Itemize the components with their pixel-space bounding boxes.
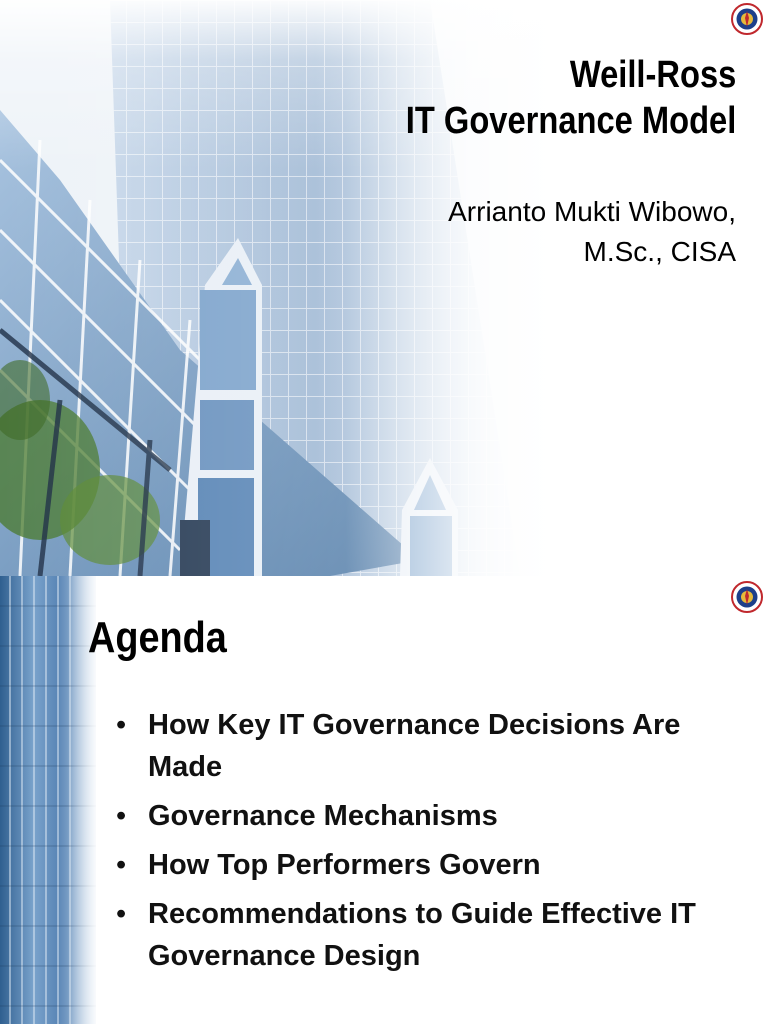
university-seal-icon [730,580,764,614]
agenda-item: • Recommendations to Guide Effective IT Governance Design [116,893,736,977]
title-line-2: IT Governance Model [405,100,736,142]
agenda-item: • How Top Performers Govern [116,844,736,886]
agenda-item: • Governance Mechanisms [116,795,736,837]
author-credentials: M.Sc., CISA [583,236,736,267]
university-seal-icon [730,2,764,36]
tower-sidebar-image [0,576,96,1024]
author-name: Arrianto Mukti Wibowo, [448,196,736,227]
agenda-item: • How Key IT Governance Decisions Are Made [116,704,736,788]
agenda-heading: Agenda [88,613,227,662]
agenda-slide [0,576,768,1024]
author-credit [448,192,736,272]
presentation-title [405,52,736,144]
agenda-list [116,704,736,984]
title-line-1: Weill-Ross [569,54,736,96]
